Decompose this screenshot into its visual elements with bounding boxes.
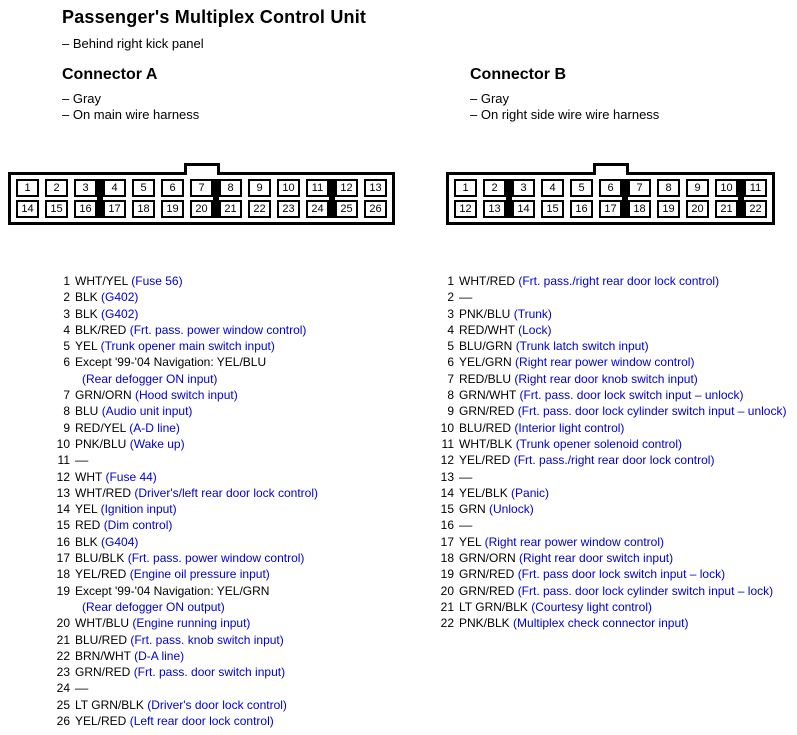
pin-number: 22 bbox=[56, 648, 70, 663]
pin-number: 11 bbox=[57, 453, 70, 468]
pin-cavity-a8: 8 bbox=[219, 179, 242, 197]
pin-cavity-b22: 22 bbox=[744, 200, 767, 218]
pin-cavity-a3: 3 bbox=[74, 179, 97, 197]
pin-number: 19 bbox=[56, 583, 70, 598]
pin-entry-a10 bbox=[46, 436, 446, 452]
pin-function: (G402) bbox=[101, 306, 139, 321]
wire-color: YEL/GRN bbox=[459, 355, 512, 370]
pin-number: 14 bbox=[56, 502, 70, 517]
pin-cavity-b15: 15 bbox=[541, 200, 564, 218]
pin-entry-b14 bbox=[430, 485, 794, 501]
pin-entry-b16 bbox=[430, 517, 794, 533]
pin-entry-b4 bbox=[430, 322, 794, 338]
pin-cavity-a9: 9 bbox=[248, 179, 271, 197]
pin-function: (Multiplex check connector input) bbox=[513, 616, 689, 631]
pin-entry-b5 bbox=[430, 338, 794, 354]
pin-number: 8 bbox=[63, 404, 70, 419]
wire-color: YEL/RED bbox=[75, 714, 127, 729]
wire-color: WHT/RED bbox=[459, 274, 515, 288]
pin-cavity-a21: 21 bbox=[219, 200, 242, 218]
wire-color: WHT/YEL bbox=[75, 274, 128, 288]
pin-entry-a25 bbox=[46, 697, 446, 713]
pin-function: (Right rear power window control) bbox=[484, 534, 664, 549]
pin-entry-b13 bbox=[430, 469, 794, 485]
pin-number: 1 bbox=[447, 274, 454, 288]
pin-function: (Courtesy light control) bbox=[531, 599, 652, 614]
page-title: Passenger's Multiplex Control Unit bbox=[62, 7, 367, 27]
pin-function: (Left rear door lock control) bbox=[129, 714, 274, 729]
pin-number: 23 bbox=[56, 665, 70, 680]
pin-number: 7 bbox=[447, 371, 454, 386]
pin-number: 14 bbox=[440, 485, 454, 500]
pin-cavity-a13: 13 bbox=[364, 179, 387, 197]
pin-number: 2 bbox=[63, 290, 70, 305]
pin-entry-a9 bbox=[46, 420, 446, 436]
pin-number: 6 bbox=[447, 355, 454, 370]
wire-color: –– bbox=[459, 469, 473, 484]
connector-pin-row bbox=[454, 200, 767, 218]
pin-number: 4 bbox=[447, 322, 454, 337]
pin-number: 8 bbox=[447, 388, 454, 403]
pin-cavity-a7: 7 bbox=[190, 179, 213, 197]
pin-number: 3 bbox=[447, 306, 454, 321]
pin-entry-a21 bbox=[46, 632, 446, 648]
pin-cavity-b5: 5 bbox=[570, 179, 593, 197]
pin-function: (Frt. pass. door lock cylinder switch input – unlock) bbox=[517, 404, 787, 419]
pin-entry-b7 bbox=[430, 371, 794, 387]
pin-cavity-b16: 16 bbox=[570, 200, 593, 218]
pin-entry-b12 bbox=[430, 452, 794, 468]
pin-function: (Frt. pass door lock switch input – lock) bbox=[517, 567, 726, 582]
wire-color: GRN/WHT bbox=[459, 388, 517, 403]
connector-b-heading bbox=[470, 66, 659, 123]
pin-entry-a16 bbox=[46, 534, 446, 550]
pin-number: 20 bbox=[56, 616, 70, 631]
pin-function: (Audio unit input) bbox=[101, 404, 193, 419]
pin-function: (Hood switch input) bbox=[135, 388, 238, 403]
pin-number: 3 bbox=[63, 306, 70, 321]
pin-number: 5 bbox=[63, 339, 70, 354]
pin-cavity-a10: 10 bbox=[277, 179, 300, 197]
pin-cavity-b19: 19 bbox=[657, 200, 680, 218]
pin-function: (Right rear door switch input) bbox=[519, 551, 674, 566]
wire-color: RED/YEL bbox=[75, 420, 126, 435]
wire-color: PNK/BLU bbox=[75, 436, 127, 451]
wire-color: Except '99-'04 Navigation: YEL/BLU bbox=[75, 355, 267, 370]
wire-color: GRN/ORN bbox=[75, 388, 132, 403]
pin-cavity-a2: 2 bbox=[45, 179, 68, 197]
pin-number: 9 bbox=[63, 420, 70, 435]
pin-function: (Fuse 56) bbox=[131, 274, 183, 288]
pin-entry-a12 bbox=[46, 469, 446, 485]
pin-cavity-a23: 23 bbox=[277, 200, 300, 218]
pin-entry-b8 bbox=[430, 387, 794, 403]
wire-color: YEL/BLK bbox=[459, 485, 508, 500]
wire-color: LT GRN/BLK bbox=[459, 599, 528, 614]
pin-entry-a7 bbox=[46, 387, 446, 403]
wire-color: BLU/RED bbox=[459, 420, 512, 435]
wire-color: PNK/BLK bbox=[459, 616, 510, 631]
connector-a-note-color: – Gray bbox=[62, 91, 102, 106]
connector-a-housing bbox=[8, 172, 395, 225]
pin-number: 20 bbox=[440, 583, 454, 598]
wire-color: BLK bbox=[75, 306, 98, 321]
pin-number: 16 bbox=[440, 518, 454, 533]
pin-cavity-b3: 3 bbox=[512, 179, 535, 197]
pin-cavity-a20: 20 bbox=[190, 200, 213, 218]
pin-entry-a18 bbox=[46, 566, 446, 582]
pin-function: (Frt. pass./right rear door lock control) bbox=[518, 274, 720, 288]
pin-function: (Frt. pass. knob switch input) bbox=[130, 632, 284, 647]
pin-cavity-a16: 16 bbox=[74, 200, 97, 218]
pin-function: (Fuse 44) bbox=[105, 469, 157, 484]
pin-entry-a19 bbox=[46, 583, 446, 599]
connector-b-pin-list bbox=[430, 273, 794, 632]
connector-pin-row bbox=[454, 179, 767, 197]
pin-number: 10 bbox=[56, 436, 70, 451]
pin-cavity-b8: 8 bbox=[657, 179, 680, 197]
pin-function: (Frt. pass./right rear door lock control) bbox=[513, 453, 715, 468]
pin-function: (Frt. pass. door lock switch input – unlock) bbox=[519, 388, 744, 403]
pin-function: (Frt. pass. door lock cylinder switch input – lock) bbox=[517, 583, 774, 598]
wire-color: WHT/BLK bbox=[459, 436, 513, 451]
pin-entry-a15 bbox=[46, 517, 446, 533]
pin-function: (Panic) bbox=[511, 485, 550, 500]
pin-function-wrapped: (Rear defogger ON output) bbox=[82, 599, 225, 614]
pin-number: 12 bbox=[56, 469, 70, 484]
pin-entry-a6 bbox=[46, 354, 446, 370]
pin-number: 12 bbox=[440, 453, 454, 468]
pin-cavity-a15: 15 bbox=[45, 200, 68, 218]
pin-function: (Driver's door lock control) bbox=[147, 697, 287, 712]
pin-cavity-b21: 21 bbox=[715, 200, 738, 218]
pin-entry-b2 bbox=[430, 289, 794, 305]
pin-entry-b17 bbox=[430, 534, 794, 550]
pin-cavity-b10: 10 bbox=[715, 179, 738, 197]
pin-cavity-a22: 22 bbox=[248, 200, 271, 218]
pin-function: (Trunk opener main switch input) bbox=[100, 339, 275, 354]
wire-color: GRN bbox=[459, 502, 486, 517]
pin-number: 9 bbox=[447, 404, 454, 419]
pin-cavity-a11: 11 bbox=[306, 179, 329, 197]
pin-number: 5 bbox=[447, 339, 454, 354]
pin-entry-a14 bbox=[46, 501, 446, 517]
pin-entry-a8 bbox=[46, 403, 446, 419]
pin-cavity-a1: 1 bbox=[16, 179, 39, 197]
pin-number: 13 bbox=[440, 469, 454, 484]
pin-number: 13 bbox=[56, 485, 70, 500]
pin-cavity-a17: 17 bbox=[103, 200, 126, 218]
pin-entry-b1 bbox=[430, 273, 794, 289]
pin-number: 15 bbox=[56, 518, 70, 533]
wire-color: GRN/ORN bbox=[459, 551, 516, 566]
pin-cavity-b2: 2 bbox=[483, 179, 506, 197]
wire-color: LT GRN/BLK bbox=[75, 697, 144, 712]
pin-function: (Trunk) bbox=[513, 306, 552, 321]
wire-color: YEL/RED bbox=[75, 567, 127, 582]
pin-entry-a4 bbox=[46, 322, 446, 338]
pin-number: 22 bbox=[440, 616, 454, 631]
pin-cavity-b4: 4 bbox=[541, 179, 564, 197]
pin-entry-a5 bbox=[46, 338, 446, 354]
pin-number: 25 bbox=[56, 697, 70, 712]
wire-color: GRN/RED bbox=[459, 583, 515, 598]
pin-entry-b20 bbox=[430, 583, 794, 599]
pin-entry-b10 bbox=[430, 420, 794, 436]
pin-cavity-b13: 13 bbox=[483, 200, 506, 218]
pin-entry-a1 bbox=[46, 273, 446, 289]
pin-number: 18 bbox=[440, 551, 454, 566]
pin-number: 4 bbox=[63, 322, 70, 337]
wire-color: BLK/RED bbox=[75, 322, 127, 337]
pin-number: 15 bbox=[440, 502, 454, 517]
pin-entry-b19 bbox=[430, 566, 794, 582]
wire-color: YEL bbox=[75, 339, 98, 354]
wire-color: RED bbox=[75, 518, 101, 533]
wire-color: –– bbox=[75, 453, 89, 468]
wire-color: YEL bbox=[459, 534, 482, 549]
pin-cavity-a26: 26 bbox=[364, 200, 387, 218]
wire-color: WHT/RED bbox=[75, 485, 131, 500]
wire-color: YEL bbox=[75, 502, 98, 517]
pin-cavity-b12: 12 bbox=[454, 200, 477, 218]
connector-a-title: Connector A bbox=[62, 66, 158, 83]
pin-number: 17 bbox=[440, 534, 454, 549]
pin-cavity-b7: 7 bbox=[628, 179, 651, 197]
wire-color: YEL/RED bbox=[459, 453, 511, 468]
pin-function: (Right rear door knob switch input) bbox=[514, 371, 698, 386]
pin-entry-a26 bbox=[46, 713, 446, 729]
pin-number: 10 bbox=[440, 420, 454, 435]
pin-entry-a11 bbox=[46, 452, 446, 468]
wire-color: GRN/RED bbox=[459, 404, 515, 419]
wire-color: Except '99-'04 Navigation: YEL/GRN bbox=[75, 583, 270, 598]
pin-function: (Frt. pass. door switch input) bbox=[133, 665, 286, 680]
wire-color: GRN/RED bbox=[459, 567, 515, 582]
pin-function: (Engine running input) bbox=[132, 616, 251, 631]
pin-cavity-b20: 20 bbox=[686, 200, 709, 218]
wire-color: –– bbox=[75, 681, 89, 696]
connector-a-heading bbox=[62, 66, 199, 123]
pin-cavity-b17: 17 bbox=[599, 200, 622, 218]
wire-color: BLK bbox=[75, 534, 98, 549]
pin-cavity-a24: 24 bbox=[306, 200, 329, 218]
pin-function: (Lock) bbox=[518, 322, 552, 337]
pin-cavity-a4: 4 bbox=[103, 179, 126, 197]
pin-entry-a23 bbox=[46, 664, 446, 680]
wire-color: BLU/GRN bbox=[459, 339, 513, 354]
pin-entry-a13 bbox=[46, 485, 446, 501]
pin-entry-b6 bbox=[430, 354, 794, 370]
pin-function-wrapped: (Rear defogger ON input) bbox=[82, 371, 218, 386]
pin-entry-b3 bbox=[430, 306, 794, 322]
connector-b-note-harness: – On right side wire wire harness bbox=[470, 107, 660, 122]
pin-function: (Engine oil pressure input) bbox=[129, 567, 270, 582]
wire-color: BLU/BLK bbox=[75, 551, 125, 566]
connector-b-housing bbox=[446, 172, 775, 225]
pin-function: (Right rear power window control) bbox=[515, 355, 695, 370]
connector-key-rib bbox=[213, 179, 219, 218]
pin-function: (A-D line) bbox=[129, 420, 180, 435]
connector-b-diagram bbox=[446, 163, 775, 225]
pin-function: (D-A line) bbox=[134, 648, 185, 663]
connector-key-rib bbox=[506, 179, 512, 218]
pin-cavity-a12: 12 bbox=[335, 179, 358, 197]
pin-cavity-a25: 25 bbox=[335, 200, 358, 218]
pin-cavity-a18: 18 bbox=[132, 200, 155, 218]
pin-function: (Ignition input) bbox=[100, 502, 177, 517]
wire-color: RED/WHT bbox=[459, 322, 515, 337]
pin-number: 11 bbox=[441, 436, 454, 451]
pin-entry-b22 bbox=[430, 615, 794, 631]
wire-color: –– bbox=[459, 518, 473, 533]
pin-entry-a3 bbox=[46, 306, 446, 322]
pin-cavity-a19: 19 bbox=[161, 200, 184, 218]
pin-entry-b9 bbox=[430, 403, 794, 419]
pin-number: 2 bbox=[447, 290, 454, 305]
wire-color: RED/BLU bbox=[459, 371, 512, 386]
wire-color: PNK/BLU bbox=[459, 306, 511, 321]
pin-number: 24 bbox=[56, 681, 70, 696]
pin-cavity-b11: 11 bbox=[744, 179, 767, 197]
pin-entry-a20 bbox=[46, 615, 446, 631]
connector-b-lock-tab bbox=[593, 163, 629, 175]
pin-function: (Trunk latch switch input) bbox=[515, 339, 649, 354]
pin-entry-b15 bbox=[430, 501, 794, 517]
connector-key-rib bbox=[738, 179, 744, 218]
connector-key-rib bbox=[622, 179, 628, 218]
pin-function: (Interior light control) bbox=[514, 420, 625, 435]
pin-entry-a2 bbox=[46, 289, 446, 305]
pin-cavity-a6: 6 bbox=[161, 179, 184, 197]
wire-color: BRN/WHT bbox=[75, 648, 131, 663]
pin-function: (Unlock) bbox=[489, 502, 534, 517]
pin-entry-b11 bbox=[430, 436, 794, 452]
pin-cavity-a5: 5 bbox=[132, 179, 155, 197]
pin-function: (G404) bbox=[101, 534, 139, 549]
connector-key-rib bbox=[97, 179, 103, 218]
pin-entry-a22 bbox=[46, 648, 446, 664]
pin-cavity-a14: 14 bbox=[16, 200, 39, 218]
pin-function: (Dim control) bbox=[103, 518, 173, 533]
pin-number: 6 bbox=[63, 355, 70, 370]
connector-b-note-color: – Gray bbox=[470, 91, 510, 106]
pin-function: (Wake up) bbox=[129, 436, 185, 451]
wire-color: BLU/RED bbox=[75, 632, 128, 647]
pin-entry-b18 bbox=[430, 550, 794, 566]
connector-a-pin-list bbox=[46, 273, 446, 729]
connector-key-rib bbox=[329, 179, 335, 218]
wire-color: WHT bbox=[75, 469, 103, 484]
pin-cavity-b1: 1 bbox=[454, 179, 477, 197]
connector-a-diagram bbox=[8, 163, 395, 225]
pin-number: 19 bbox=[440, 567, 454, 582]
connector-b-title: Connector B bbox=[470, 66, 566, 83]
pin-cavity-b18: 18 bbox=[628, 200, 651, 218]
pin-cavity-b6: 6 bbox=[599, 179, 622, 197]
pin-entry-a24 bbox=[46, 680, 446, 696]
pin-function: (Frt. pass. power window control) bbox=[129, 322, 307, 337]
pin-function: (Trunk opener solenoid control) bbox=[515, 436, 682, 451]
pin-number: 17 bbox=[56, 551, 70, 566]
wire-color: BLU bbox=[75, 404, 99, 419]
wire-color: –– bbox=[459, 290, 473, 305]
pin-number: 21 bbox=[440, 599, 454, 614]
pin-number: 18 bbox=[56, 567, 70, 582]
pin-number: 26 bbox=[56, 714, 70, 729]
connector-a-lock-tab bbox=[184, 163, 220, 175]
wire-color: GRN/RED bbox=[75, 665, 131, 680]
connector-a-note-harness: – On main wire harness bbox=[62, 107, 200, 122]
wire-color: BLK bbox=[75, 290, 98, 305]
pin-cavity-b14: 14 bbox=[512, 200, 535, 218]
wire-color: WHT/BLU bbox=[75, 616, 129, 631]
pin-function: (Driver's/left rear door lock control) bbox=[134, 485, 319, 500]
pin-number: 1 bbox=[63, 274, 70, 288]
page-subtitle: – Behind right kick panel bbox=[62, 36, 204, 51]
pin-cavity-b9: 9 bbox=[686, 179, 709, 197]
pin-number: 16 bbox=[56, 534, 70, 549]
pin-entry-b21 bbox=[430, 599, 794, 615]
pin-function: (G402) bbox=[101, 290, 139, 305]
pin-number: 7 bbox=[63, 388, 70, 403]
pin-entry-a17 bbox=[46, 550, 446, 566]
pin-number: 21 bbox=[56, 632, 70, 647]
pin-function: (Frt. pass. power window control) bbox=[127, 551, 305, 566]
